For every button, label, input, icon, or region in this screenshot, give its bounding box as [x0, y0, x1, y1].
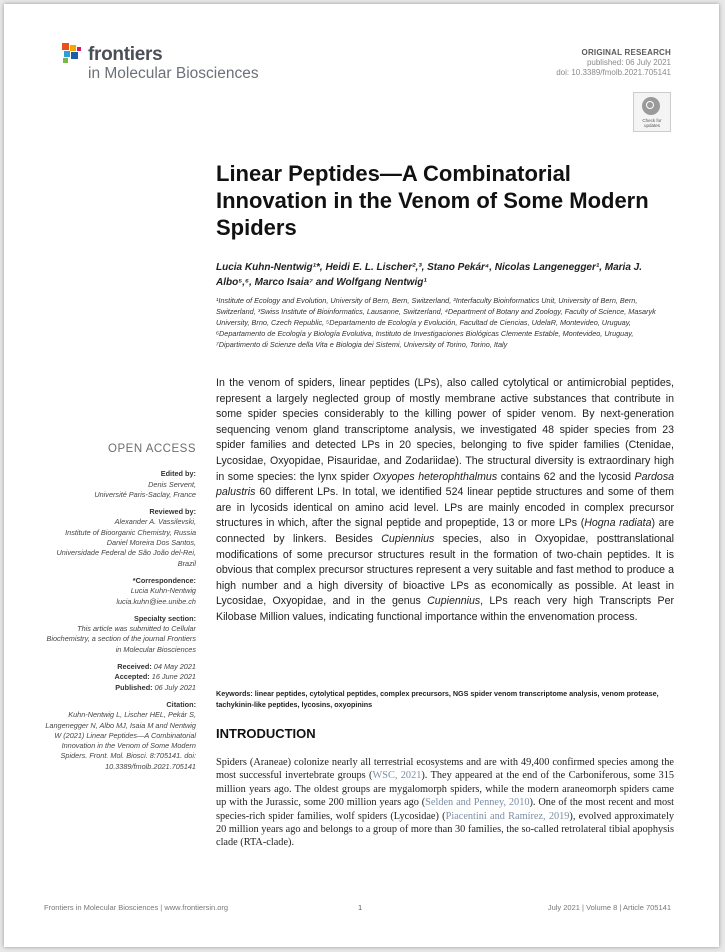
citation: Citation: Kuhn-Nentwig L, Lischer HEL, Pekár S, Langenegger N, Albo MJ, Isaia M and Nentwig W (2021) Linear Peptides—A Combinatorial Innovation in the Venom of Some Modern Spiders. Front. Mol. Biosci. 8:705141. doi: 10.3389/fmolb.2021.705141 — [45, 699, 196, 771]
citation-link[interactable]: Selden and Penney, 2010 — [425, 797, 530, 809]
edited-by: Edited by: Denis Servent, Université Paris-Saclay, France — [94, 469, 196, 499]
citation-link[interactable]: WSC, 2021 — [372, 770, 422, 782]
keywords: Keywords: linear peptides, cytolytical peptides, complex precursors, NGS spider venom transcriptome analysis, venom protease, tachykinin-like peptides, lycosins, oxyopinins — [216, 689, 659, 709]
email-link[interactable]: lucia.kuhn@iee.unibe.ch — [116, 596, 196, 606]
affiliations: ¹Institute of Ecology and Evolution, University of Bern, Bern, Switzerland, ²Interfaculty Bioinformatics Unit, University of Bern, Bern, Switzerland, ³Swiss Institute of Bioinformatics, Lausanne, Switzerland, ⁴Department of Botany and Zoology, Faculty of Science, Masaryk University, Brno, Czech Republic, ⁵Departamento de Ecología y Evolución, Facultad de Ciencias, UdelaR, Montevideo, Uruguay, ⁶Departamento de Ecología y Biología Evolutiva, Instituto de Investigaciones Biológicas Clemente Estable, Montevideo, Uruguay, ⁷Dipartimento di Scienze della Vita e Biologia dei Sistemi, University of Torino, Torino, Italy — [216, 296, 656, 349]
frontiers-logo-icon — [60, 41, 84, 65]
journal-name: in Molecular Biosciences — [88, 65, 259, 82]
introduction-text: Spiders (Araneae) colonize nearly all terrestrial ecosystems and are with 49,400 confirmed species among the most successful invertebrate groups (WSC, 2021). They appeared at the end of the Carboniferous, some 315 million years ago. The oldest groups are mygalomorph spiders, while the modern araneomorph spiders came up with the Jurassic, some 200 million years ago (Selden and Penney, 2010). One of the most recent and most species-rich spider families, wolf spiders (Lycosidae) (Piacentini and Ramírez, 2019), evolved approximately 20 million years ago and belongs to a group of more than 30 families, the so-called retrolateral tibial apophysis clade (RTA-clade). — [216, 757, 674, 849]
check-for-updates-badge[interactable] — [633, 92, 671, 132]
open-access-label: OPEN ACCESS — [108, 443, 196, 455]
article-type: ORIGINAL RESEARCH — [581, 48, 671, 57]
article-page — [4, 4, 719, 947]
citation-link[interactable]: Piacentini and Ramírez, 2019 — [445, 810, 570, 822]
correspondence: *Correspondence: Lucia Kuhn-Nentwig lucia.kuhn@iee.unibe.ch — [44, 576, 196, 607]
reviewed-by: Reviewed by: Alexander A. Vassilevski, Institute of Bioorganic Chemistry, Russia Daniel Moreira Dos Santos, Universidade Federal de São João del-Rei, Brazil — [56, 507, 196, 568]
section-heading-introduction: INTRODUCTION — [216, 726, 316, 741]
article-meta — [556, 48, 671, 78]
check-badge-label: Check for updates — [642, 118, 662, 128]
dates: Received: 04 May 2021 Accepted: 16 June 2021 Published: 06 July 2021 — [114, 662, 196, 692]
footer-issue: July 2021 | Volume 8 | Article 705141 — [547, 903, 671, 912]
author-list: Lucia Kuhn-Nentwig¹*, Heidi E. L. Lischer²,³, Stano Pekár⁴, Nicolas Langenegger¹, Maria J. Albo⁵,⁶, Marco Isaia⁷ and Wolfgang Nentwig¹ — [216, 262, 643, 288]
doi-link[interactable]: doi: 10.3389/fmolb.2021.705141 — [556, 68, 671, 77]
footer-journal[interactable]: Frontiers in Molecular Biosciences | www.frontiersin.org — [44, 903, 229, 912]
article-title: Linear Peptides—A Combinatorial Innovation in the Venom of Some Modern Spiders — [216, 161, 649, 240]
page-number: 1 — [358, 903, 363, 912]
journal-logo[interactable] — [60, 41, 290, 87]
specialty-section: Specialty section: This article was submitted to Cellular Biochemistry, a section of the journal Frontiers in Molecular Biosciences — [46, 613, 196, 654]
published-date: published: 06 July 2021 — [586, 58, 671, 67]
article-sidebar — [44, 444, 196, 779]
logo-wordmark: frontiers — [88, 44, 163, 65]
update-check-icon — [642, 97, 660, 115]
abstract: In the venom of spiders, linear peptides (LPs), also called cytolytical or antimicrobial peptides, represent a largely neglected group of mostly membrane active substances that contribute in some spider species considerably to the killing power of spider venom. By next-generation sequencing venom gland transcriptome analysis, we investigated 48 spider species from 23 spider families and detected LPs in 20 species, belonging to five spider families (Ctenidae, Lycosidae, Oxyopidae, Pisauridae, and Zodariidae). The structural diversity is extraordinary high in some species: the lynx spider Oxyopes heterophthalmus contains 62 and the lycosid Pardosa palustris 60 different LPs. In total, we identified 524 linear peptide structures and some of them are in lycosids identical on amino acid level. LPs are mainly encoded in complex precursor structures in which, after the signal peptide and propeptide, 13 or more LPs (Hogna radiata) are connected by linkers. Besides Cupiennius species, also in Oxyopidae, posttranslational modifications of some precursor structures result in the formation of two-chain peptides. It is obvious that complex precursor structures represent a very suitable and fast method to produce a high number and a high diversity of bioactive LPs as economically as possible. At least in Lycosidae, Oxyopidae, and in the genus Cupiennius, LPs reach very high Transcripts Per Kilobase Million values, indicating functional importance within the envenomation process. — [216, 377, 675, 623]
